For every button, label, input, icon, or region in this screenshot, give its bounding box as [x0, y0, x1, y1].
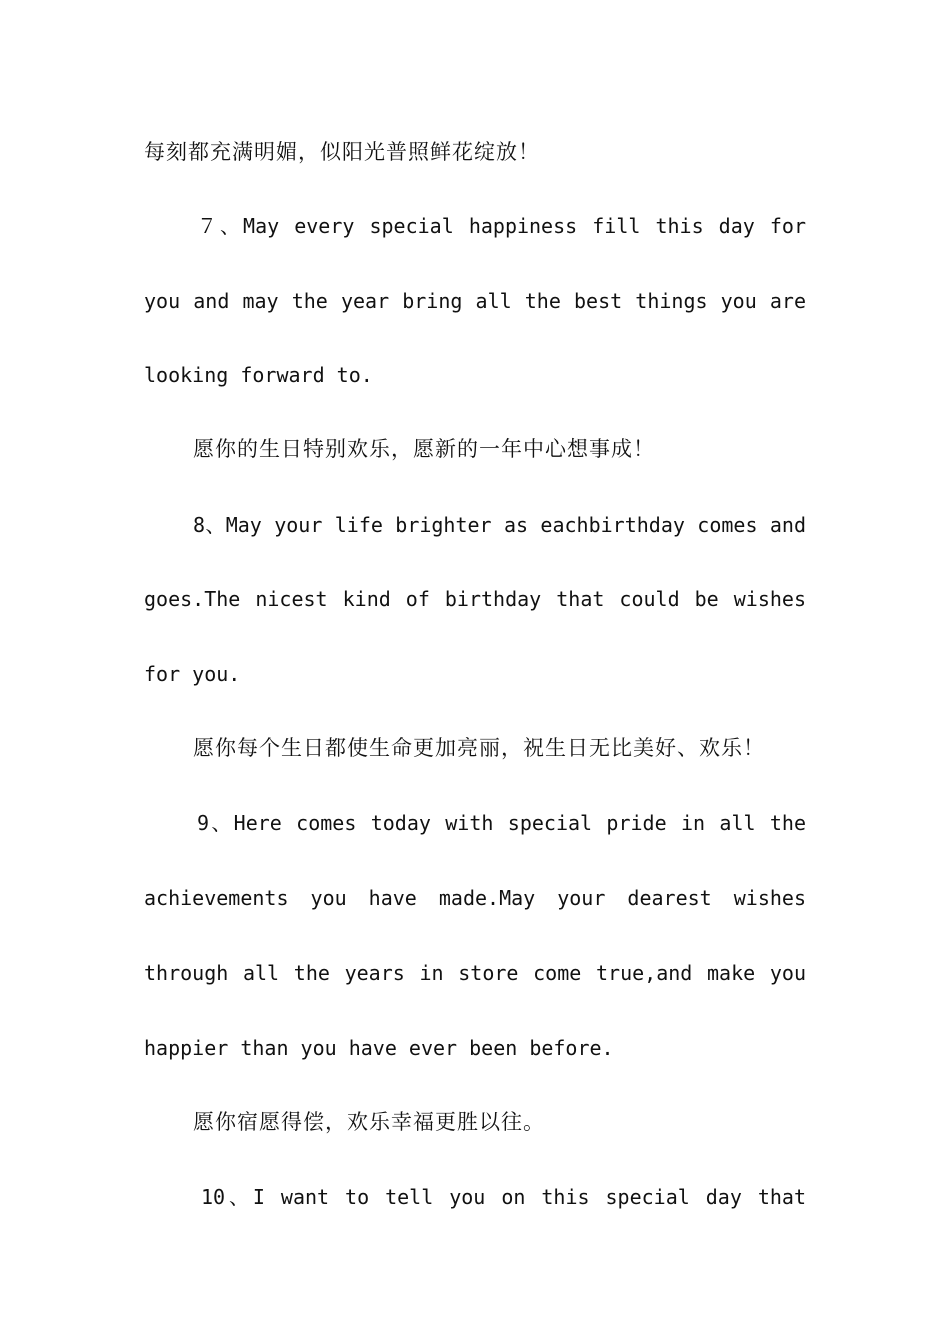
wish-8-line-3: for you. [144, 662, 241, 686]
text-line-cn-ending: 每刻都充满明媚，似阳光普照鲜花绽放！ [144, 140, 540, 164]
wish-7-translation: 愿你的生日特别欢乐，愿新的一年中心想事成！ [193, 437, 655, 461]
wish-7-line-3: looking forward to. [144, 363, 373, 387]
wish-9-line-3: through all the years in store come true,and make you [144, 961, 806, 985]
wish-10-line-1: 10、I want to tell you on this special day that [201, 1185, 806, 1209]
wish-7-line-1: ７、May every special happiness fill this day for [197, 214, 806, 238]
wish-9-translation: 愿你宿愿得偿，欢乐幸福更胜以往。 [193, 1110, 545, 1134]
wish-9-line-4: happier than you have ever been before. [144, 1036, 614, 1060]
wish-9-line-1: 9、Here comes today with special pride in all the [197, 811, 806, 835]
wish-8-line-1: 8、May your life brighter as eachbirthday comes and [193, 513, 806, 537]
wish-9-line-2: achievements you have made.May your dearest wishes [144, 886, 806, 910]
wish-7-line-2: you and may the year bring all the best things you are [144, 289, 806, 313]
wish-8-line-2: goes.The nicest kind of birthday that could be wishes [144, 587, 806, 611]
wish-8-translation: 愿你每个生日都使生命更加亮丽，祝生日无比美好、欢乐！ [193, 736, 765, 760]
